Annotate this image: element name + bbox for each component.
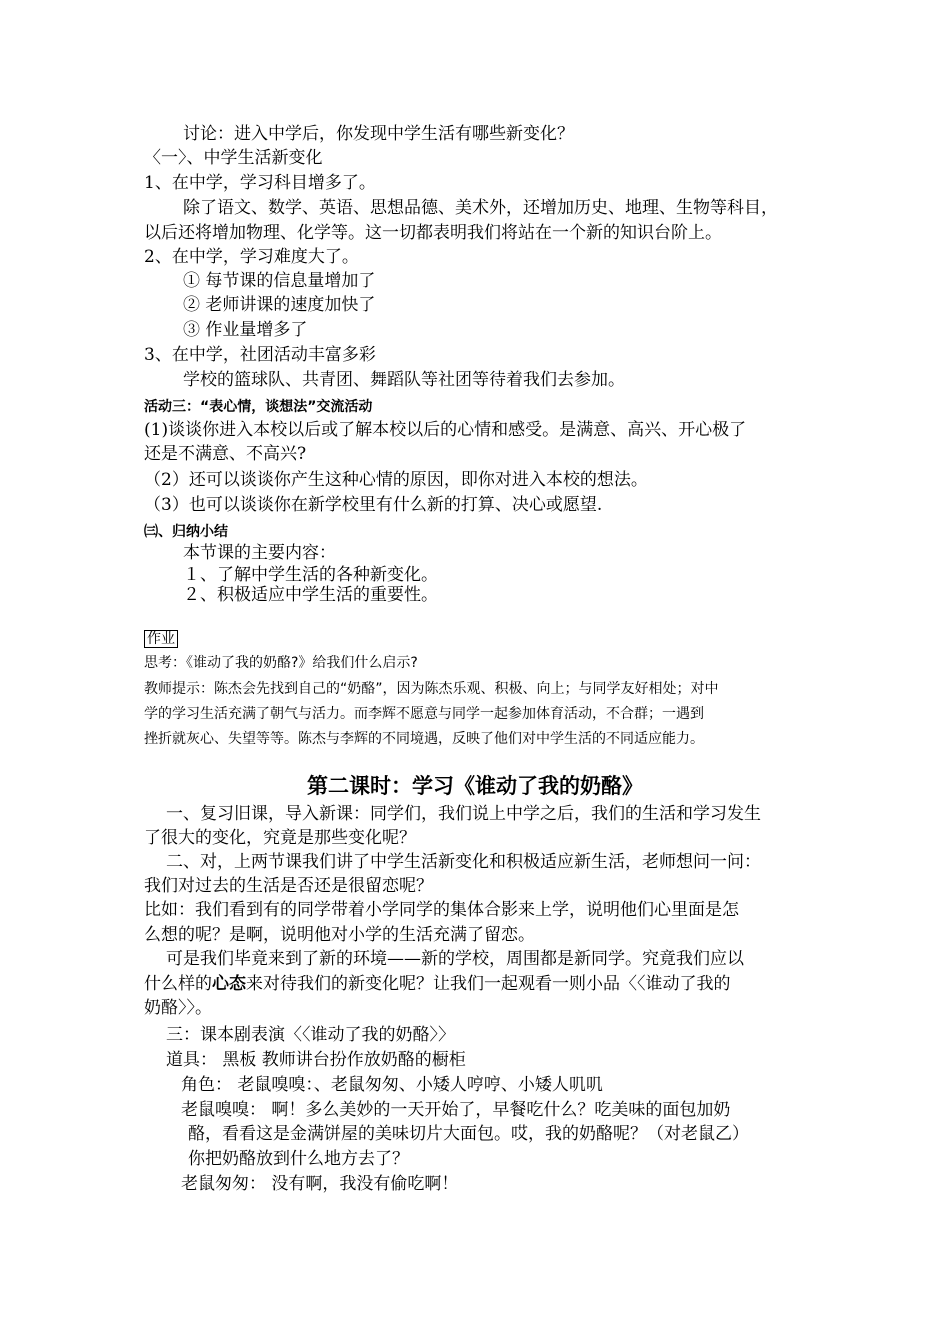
paragraph-line: 什么样的心态来对待我们的新变化呢？让我们一起观看一则小品〈〈谁动了我的	[144, 974, 731, 994]
dialogue-line: 你把奶酪放到什么地方去了？	[188, 1149, 409, 1169]
dialogue-line: 老鼠匆匆： 没有啊，我没有偷吃啊！	[181, 1174, 459, 1194]
discussion-question: 讨论：进入中学后，你发现中学生活有哪些新变化？	[183, 124, 574, 144]
homework-label: 作业	[144, 627, 178, 650]
section-heading-changes: 〈一〉、中学生活新变化	[144, 148, 323, 168]
activity-item-2: （2）还可以谈谈你产生这种心情的原因，即你对进入本校的想法。	[144, 470, 648, 490]
paragraph-line: 以后还将增加物理、化学等。这一切都表明我们将站在一个新的知识台阶上。	[144, 223, 722, 243]
dialogue-line: 老鼠嗅嗅： 啊！多么美妙的一天开始了，早餐吃什么？吃美味的面包加奶	[181, 1100, 731, 1120]
summary-intro: 本节课的主要内容：	[183, 543, 336, 563]
sub-point: ① 每节课的信息量增加了	[183, 271, 376, 291]
teacher-hint: 教师提示：陈杰会先找到自己的“奶酪”，因为陈杰乐观、积极、向上；与同学友好相处；对中	[144, 681, 719, 697]
lesson-title: 第二课时：学习《谁动了我的奶酪》	[307, 773, 643, 798]
activity-item-1: (1)谈谈你进入本校以后或了解本校以后的心情和感受。是满意、高兴、开心极了	[144, 420, 747, 440]
paragraph-line: 比如：我们看到有的同学带着小学同学的集体合影来上学，说明他们心里面是怎	[144, 900, 739, 920]
paragraph-line: 奶酪〉〉。	[144, 998, 212, 1018]
activity-heading: 活动三：“表心情，谈想法”交流活动	[144, 399, 373, 415]
summary-item: ２、积极适应中学生活的重要性。	[183, 585, 438, 605]
paragraph-line: 么想的呢？是啊，说明他对小学的生活充满了留恋。	[144, 925, 535, 945]
sub-point: ③ 作业量增多了	[183, 320, 308, 340]
point-2: 2、在中学，学习难度大了。	[144, 247, 359, 267]
skit-heading: 三：课本剧表演〈〈谁动了我的奶酪〉〉	[166, 1025, 455, 1045]
props-line: 道具： 黑板 教师讲台扮作放奶酪的橱柜	[166, 1050, 466, 1070]
summary-heading: ㈢、归纳小结	[144, 524, 228, 540]
summary-item: １、了解中学生活的各种新变化。	[183, 565, 438, 585]
paragraph-line: 二、对，上两节课我们讲了中学生活新变化和积极适应新生活，老师想问一问：	[166, 852, 761, 872]
sub-point: ② 老师讲课的速度加快了	[183, 295, 376, 315]
dialogue-line: 酪，看看这是金满饼屋的美味切片大面包。哎，我的奶酪呢？（对老鼠乙）	[188, 1124, 749, 1144]
paragraph-line: 还是不满意、不高兴?	[144, 444, 307, 464]
point-1: 1、在中学，学习科目增多了。	[144, 173, 376, 193]
paragraph-line: 可是我们毕竟来到了新的环境——新的学校，周围都是新同学。究竟我们应以	[166, 949, 744, 969]
paragraph-line: 除了语文、数学、英语、思想品德、美术外，还增加历史、地理、生物等科目，	[183, 198, 778, 218]
roles-line: 角色： 老鼠嗅嗅：、老鼠匆匆、小矮人哼哼、小矮人叽叽	[181, 1075, 603, 1095]
keyword-mindset: 心态	[212, 974, 246, 994]
teacher-hint: 挫折就灰心、失望等等。陈杰与李辉的不同境遇，反映了他们对中学生活的不同适应能力。	[144, 731, 704, 747]
teacher-hint: 学的学习生活充满了朝气与活力。而李辉不愿意与同学一起参加体育活动，不合群；一遇到	[144, 706, 704, 722]
homework-question: 思考：《谁动了我的奶酪?》给我们什么启示?	[144, 655, 418, 671]
paragraph-line: 我们对过去的生活是否还是很留恋呢？	[144, 876, 433, 896]
paragraph-line: 学校的篮球队、共青团、舞蹈队等社团等待着我们去参加。	[183, 370, 625, 390]
paragraph-line: 一、复习旧课，导入新课：同学们，我们说上中学之后，我们的生活和学习发生	[166, 804, 761, 824]
paragraph-line: 了很大的变化，究竟是那些变化呢？	[144, 828, 416, 848]
activity-item-3: （3）也可以谈谈你在新学校里有什么新的打算、决心或愿望.	[144, 495, 603, 515]
point-3: 3、在中学，社团活动丰富多彩	[144, 345, 376, 365]
